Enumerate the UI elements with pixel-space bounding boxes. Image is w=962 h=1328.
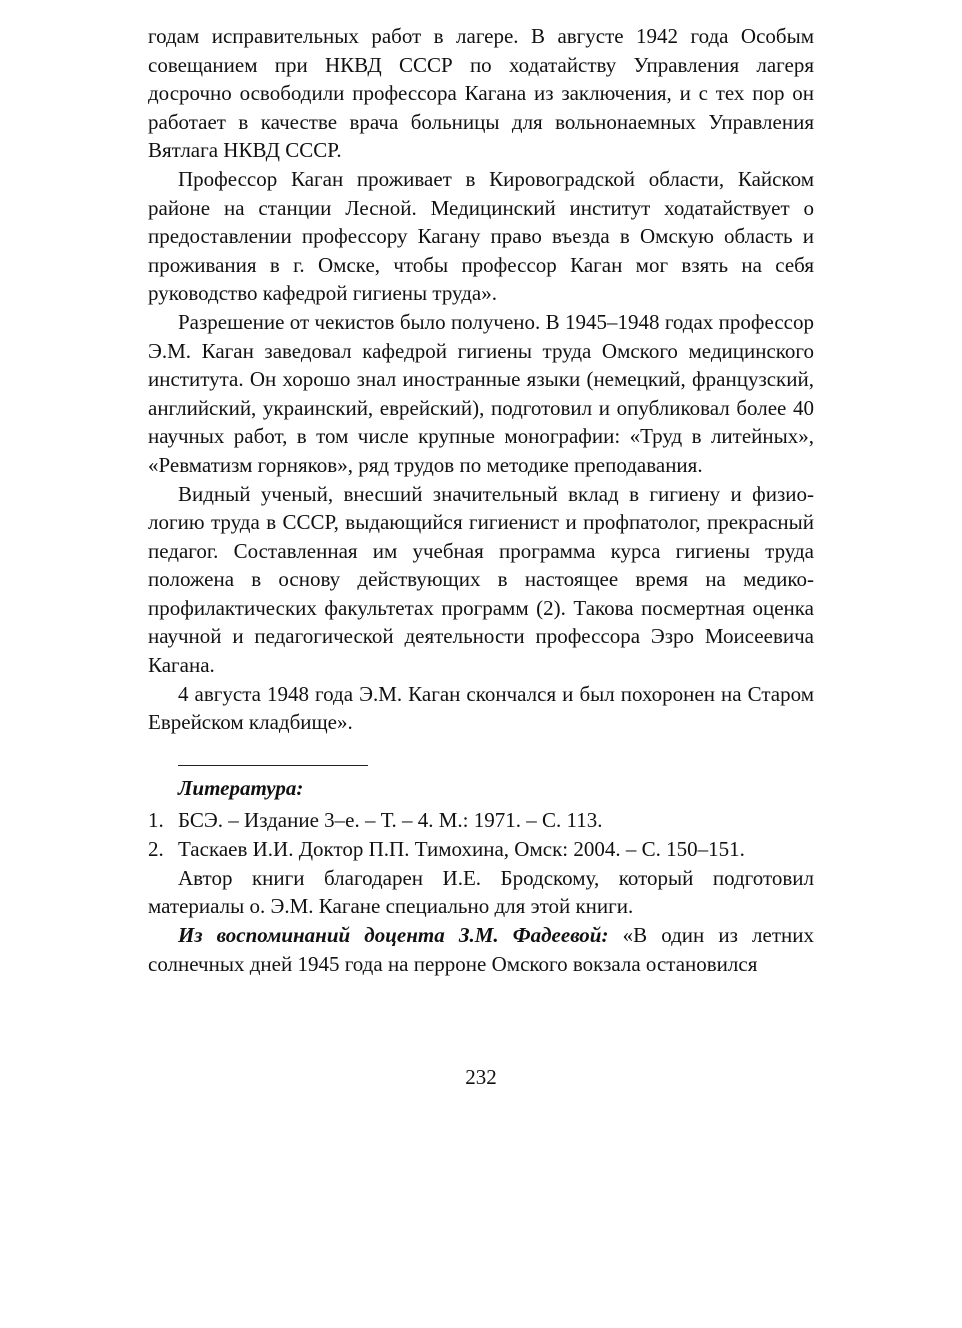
reference-number: 2. (148, 836, 164, 861)
paragraph-3: Разрешение от чекистов было получено. В 1945–1948 годах профессор Э.М. Каган заведовал кафедрой гигиены труда Омского медицинского института. Он хорошо знал иностранные языки (немецкий, французский, английский, украинский, еврейский), подготовил и опубликовал более 40 научных работ, в том числе крупные монографии: «Труд в литейных», «Ревматизм горняков», ряд трудов по методике преподавания. (148, 309, 814, 477)
reference-number: 1. (148, 807, 164, 832)
literature-heading: Литература: (178, 775, 304, 800)
footnote-divider (178, 765, 368, 766)
memoir-paragraph (148, 921, 814, 978)
paragraph-5: 4 августа 1948 года Э.М. Каган скончался и был похоронен на Старом Еврейском кладбище». (148, 681, 814, 735)
memoir-lead: Из воспоминаний доцента З.М. Фадеевой: (178, 923, 609, 948)
memoir-text: «В один из летних солнечных дней 1945 года на перроне Омского вокзала остановился (148, 923, 814, 976)
page-number: 232 (465, 1065, 497, 1089)
reference-item (148, 835, 814, 864)
reference-text: БСЭ. – Издание 3–е. – Т. – 4. М.: 1971. – С. 113. (178, 807, 603, 832)
page-body (148, 22, 814, 978)
reference-list (148, 806, 814, 864)
paragraph-1: годам исправительных работ в лагере. В августе 1942 года Особым совещанием при НКВД СССР по ходатайству Управления лагеря досрочно освободили профессора Кагана из заключения, и с тех пор он работает в качестве врача больницы для вольнонаемных Управления Вятлага НКВД СССР. (148, 24, 814, 163)
paragraph-4: Видный ученый, внесший значительный вклад в гигиену и физиологию труда в СССР, выдающийся гигиенист и профпатолог, прекрасный педагог. Составленная им учебная программа курса гигиены труда положена в основу действующих в настоящее время на медико-профилактических факультетах программ (2). Такова посмертная оценка научной и педагогической деятельности профессора Эзро Моисеевича Кагана. (148, 481, 814, 678)
reference-item (148, 806, 814, 835)
paragraph-2: Профессор Каган проживает в Кировоградской области, Кайском районе на станции Лесной. Медицинский институт ходатайствует о предоставлении профессору Кагану право въезда в Омскую область и проживания в г. Омске, чтобы профессор Каган мог взять на себя руководство кафедрой гигиены труда». (148, 166, 814, 306)
acknowledgement-note: Автор книги благодарен И.Е. Бродскому, который подготовил материалы о. Э.М. Кагане специально для этой книги. (148, 865, 814, 919)
reference-text: Таскаев И.И. Доктор П.П. Тимохина, Омск: 2004. – С. 150–151. (178, 836, 745, 861)
